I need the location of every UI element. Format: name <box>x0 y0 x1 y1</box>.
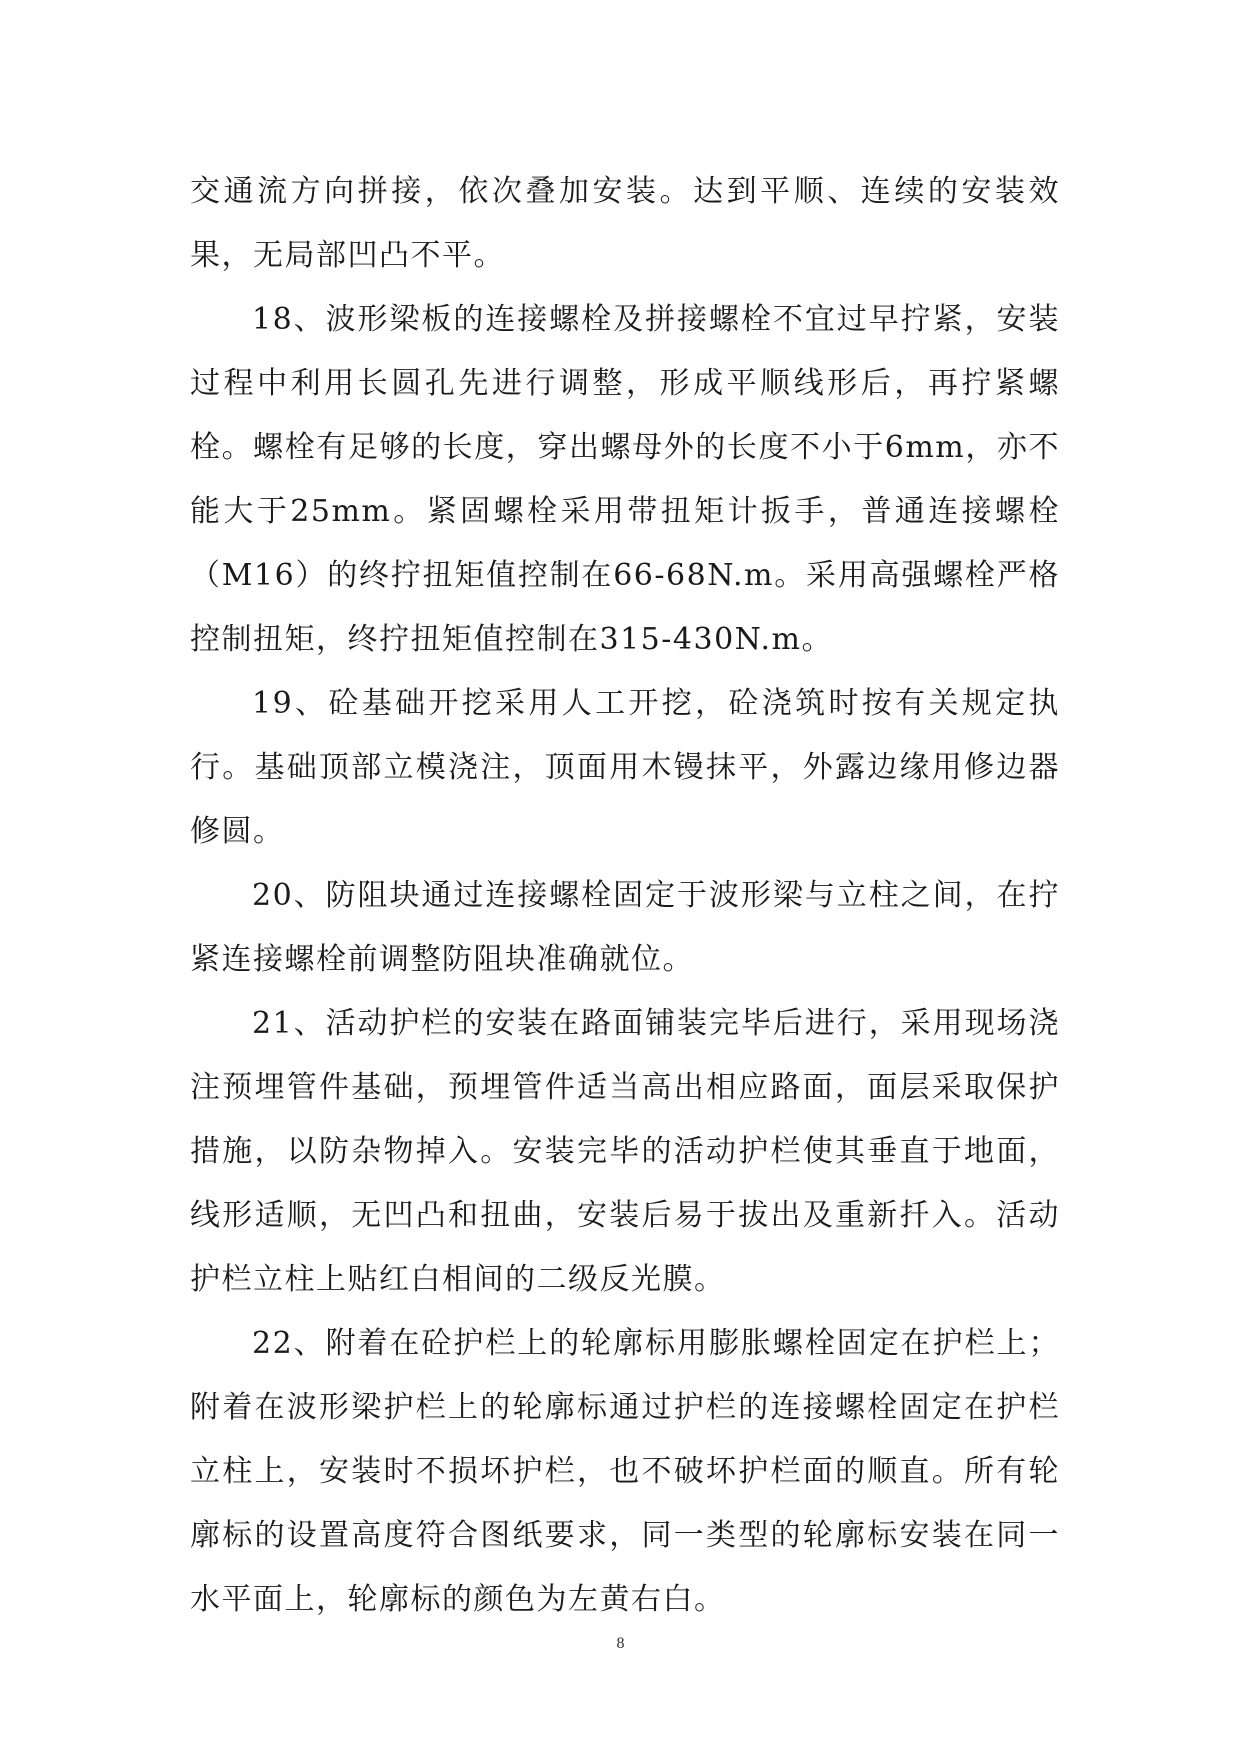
paragraph-item-18: 18、波形梁板的连接螺栓及拼接螺栓不宜过早拧紧，安装过程中利用长圆孔先进行调整，形成平顺线形后，再拧紧螺栓。螺栓有足够的长度，穿出螺母外的长度不小于6mm，亦不能大于25mm。紧固螺栓采用带扭矩计扳手，普通连接螺栓（M16）的终拧扭矩值控制在66-68N.m。采用高强螺栓严格控制扭矩，终拧扭矩值控制在315-430N.m。 <box>190 302 1060 657</box>
paragraph-item-19: 19、砼基础开挖采用人工开挖，砼浇筑时按有关规定执行。基础顶部立模浇注，顶面用木镘抹平，外露边缘用修边器修圆。 <box>190 686 1060 849</box>
paragraph-item-22: 22、附着在砼护栏上的轮廓标用膨胀螺栓固定在护栏上；附着在波形梁护栏上的轮廓标通过护栏的连接螺栓固定在护栏立柱上，安装时不损坏护栏，也不破坏护栏面的顺直。所有轮廓标的设置高度符合图纸要求，同一类型的轮廓标安装在同一水平面上，轮廓标的颜色为左黄右白。 <box>190 1326 1060 1617</box>
paragraph-item-20: 20、防阻块通过连接螺栓固定于波形梁与立柱之间，在拧紧连接螺栓前调整防阻块准确就位。 <box>190 878 1060 977</box>
body-text <box>190 160 1060 1632</box>
paragraph-continuation: 交通流方向拼接，依次叠加安装。达到平顺、连续的安装效果，无局部凹凸不平。 <box>190 174 1060 273</box>
page-number: 8 <box>616 1635 625 1652</box>
paragraph-item-21: 21、活动护栏的安装在路面铺装完毕后进行，采用现场浇注预埋管件基础，预埋管件适当高出相应路面，面层采取保护措施，以防杂物掉入。安装完毕的活动护栏使其垂直于地面，线形适顺，无凹凸和扭曲，安装后易于拔出及重新扦入。活动护栏立柱上贴红白相间的二级反光膜。 <box>190 1006 1060 1297</box>
